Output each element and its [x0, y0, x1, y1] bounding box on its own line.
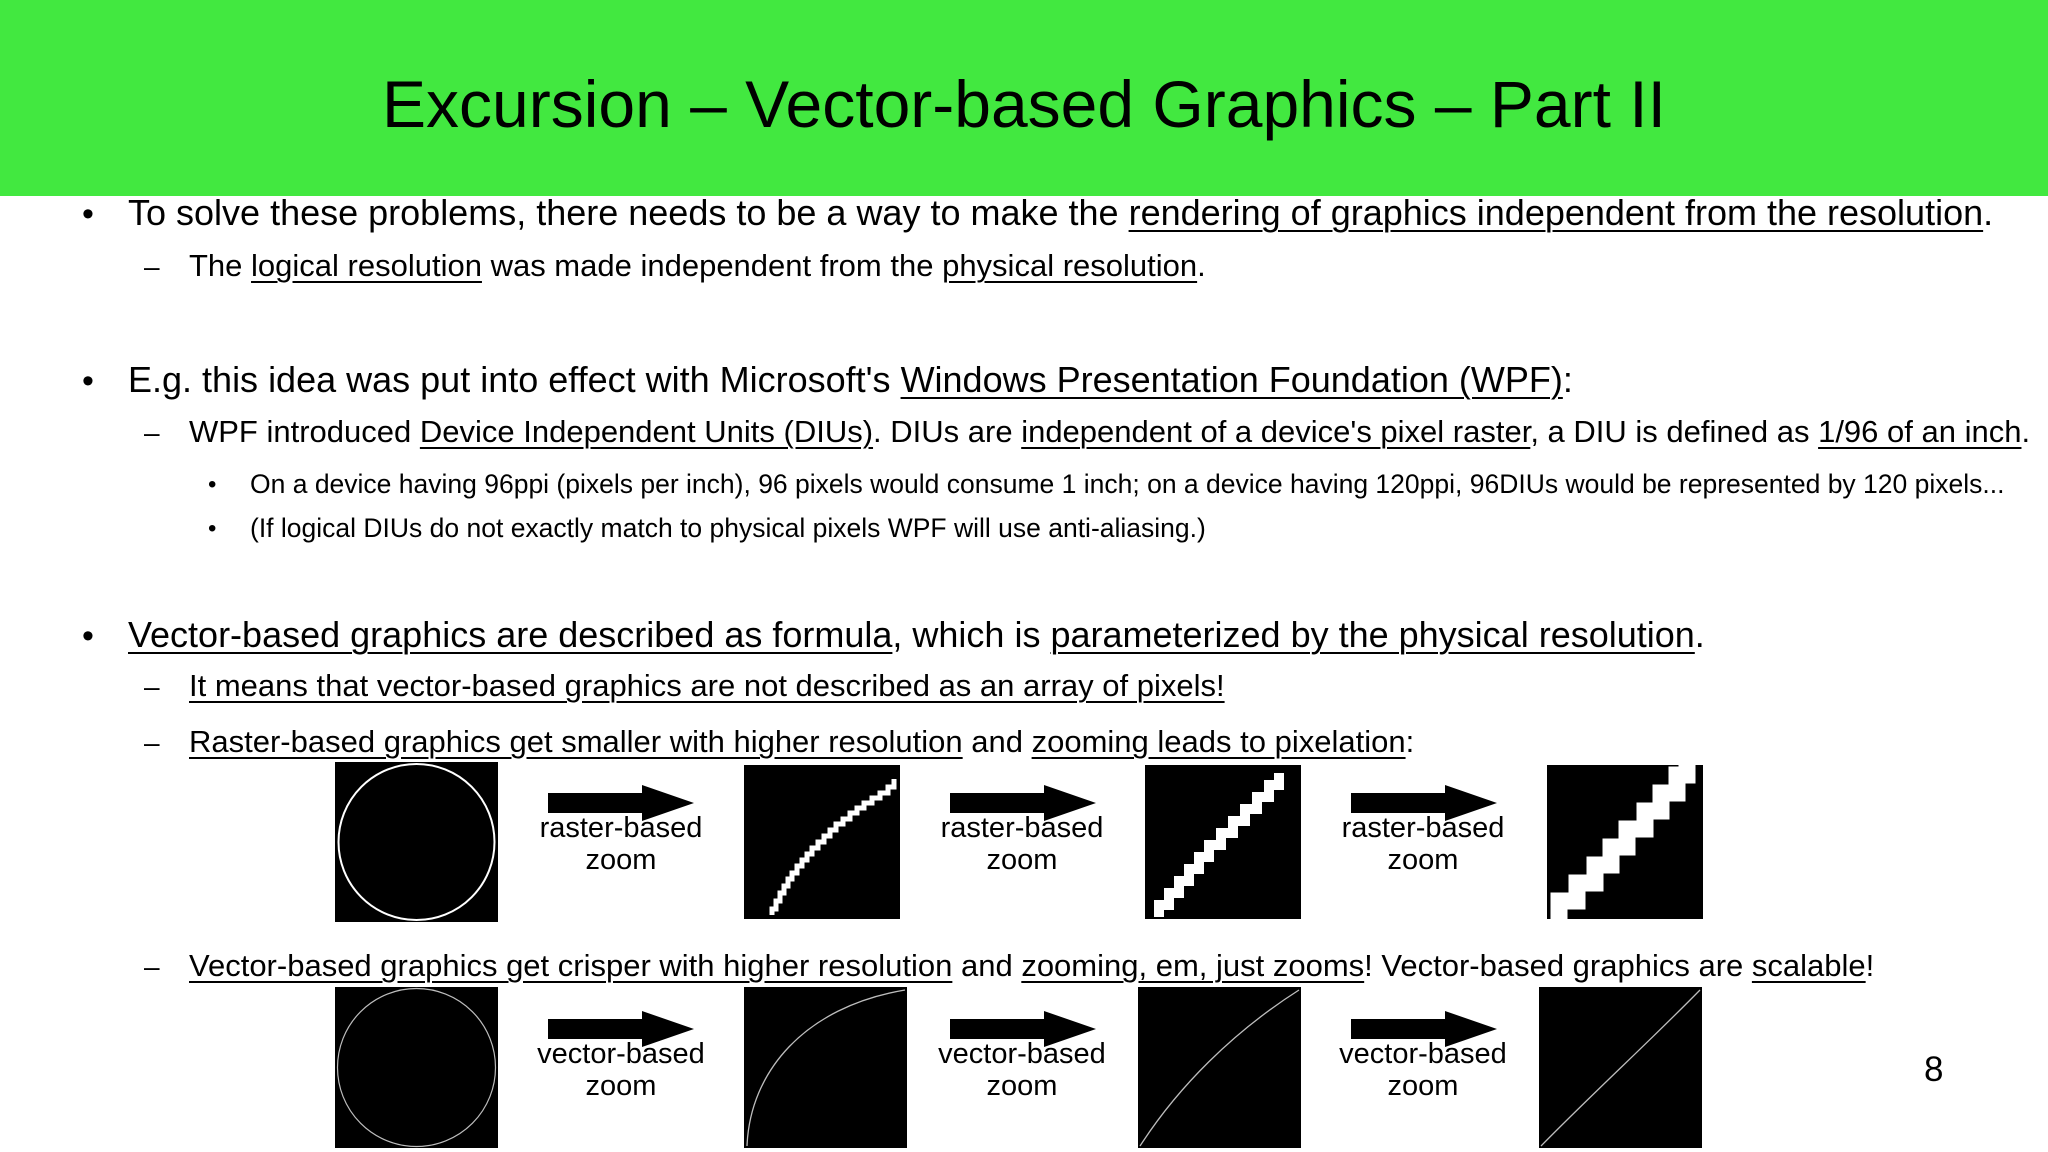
sub-bullet-marker: – — [144, 671, 160, 702]
sub-sub-bullet-ppi: On a device having 96ppi (pixels per inch), 96 pixels would consume 1 inch; on a device having 120ppi, 96DIUs would be represented by 120 pixels... — [250, 469, 2005, 499]
sub-bullet-vector-crisper: Vector-based graphics get crisper with higher resolution and zooming, em, just zooms! Vector-based graphics are scalable! — [189, 948, 1875, 983]
raster-zoom-label-2: raster-based zoom — [940, 812, 1104, 876]
sub-bullet-marker: – — [144, 727, 160, 758]
page-number: 8 — [1924, 1050, 1944, 1089]
raster-zoom-image-2 — [1145, 765, 1301, 919]
sub-bullet-marker: – — [144, 951, 160, 982]
bullet-marker: • — [82, 362, 94, 400]
sub-bullet-raster-pixelation: Raster-based graphics get smaller with higher resolution and zooming leads to pixelation: — [189, 724, 1415, 759]
raster-zoom-image-3 — [1547, 765, 1703, 919]
raster-zoom-label-1: raster-based zoom — [539, 812, 703, 876]
bullet-marker: • — [82, 617, 94, 655]
vector-circle-image — [335, 987, 498, 1148]
raster-zoom-label-3: raster-based zoom — [1341, 812, 1505, 876]
bullet-marker: • — [82, 195, 94, 233]
sub-sub-bullet-marker: • — [208, 515, 217, 542]
bullet-vector-formula: Vector-based graphics are described as formula, which is parameterized by the physical resolution. — [128, 614, 1705, 655]
sub-bullet-not-pixels: It means that vector-based graphics are not described as an array of pixels! — [189, 668, 1225, 703]
sub-sub-bullet-marker: • — [208, 471, 217, 498]
vector-zoom-label-2: vector-based zoom — [938, 1038, 1106, 1102]
sub-bullet-logical-resolution: The logical resolution was made independent from the physical resolution. — [189, 248, 1206, 283]
raster-circle-image — [335, 762, 498, 922]
vector-zoom-image-3 — [1539, 987, 1702, 1148]
sub-bullet-marker: – — [144, 417, 160, 448]
bullet-resolution-independence: To solve these problems, there needs to be a way to make the rendering of graphics independent from the resolution. — [128, 192, 1994, 233]
raster-zoom-image-1 — [744, 765, 900, 919]
vector-zoom-image-1 — [744, 987, 907, 1148]
sub-sub-bullet-anti-aliasing: (If logical DIUs do not exactly match to physical pixels WPF will use anti-aliasing.) — [250, 513, 1206, 543]
vector-zoom-label-3: vector-based zoom — [1339, 1038, 1507, 1102]
bullet-wpf: E.g. this idea was put into effect with Microsoft's Windows Presentation Foundation (WPF): — [128, 359, 1573, 400]
sub-bullet-marker: – — [144, 251, 160, 282]
vector-zoom-image-2 — [1138, 987, 1301, 1148]
sub-bullet-diu: WPF introduced Device Independent Units (DIUs). DIUs are independent of a device's pixel raster, a DIU is defined as 1/96 of an inch. — [189, 414, 2031, 449]
vector-zoom-label-1: vector-based zoom — [537, 1038, 705, 1102]
slide-title: Excursion – Vector-based Graphics – Part II — [382, 67, 1666, 141]
title-bar — [0, 0, 2048, 196]
